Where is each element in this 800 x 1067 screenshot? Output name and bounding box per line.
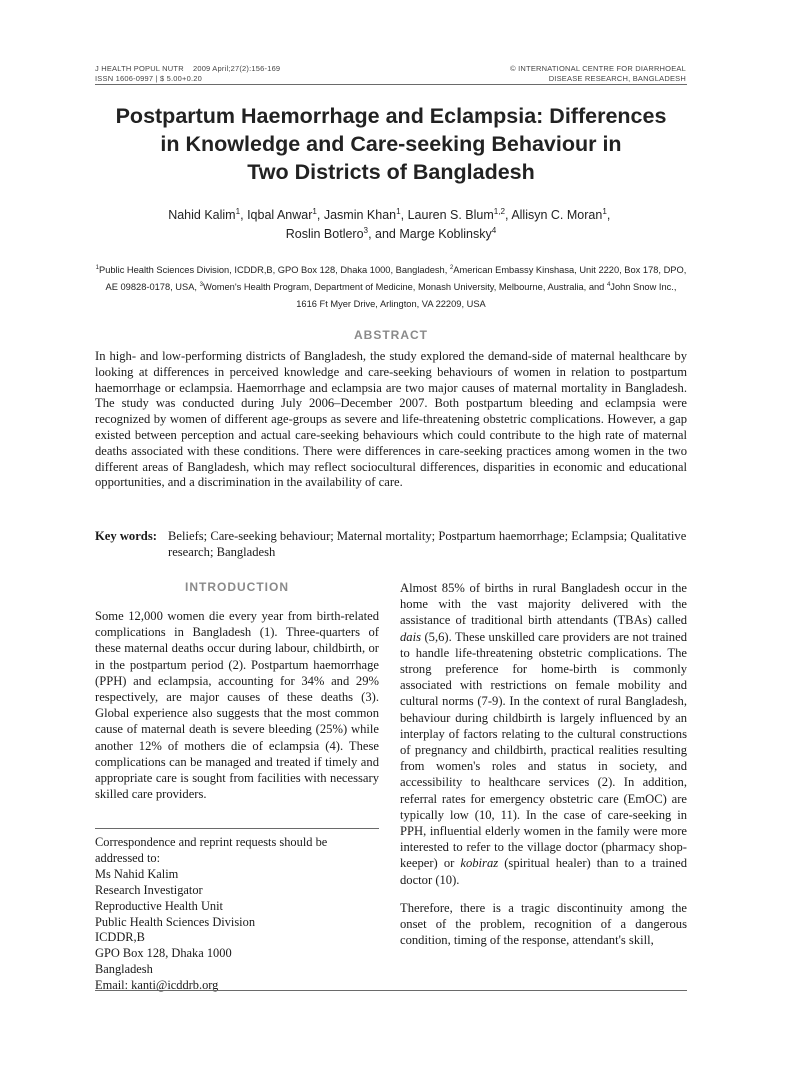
author-affil-mark: 4 [491, 225, 497, 235]
author-name: Roslin Botlero [285, 227, 364, 241]
copyright-line: © INTERNATIONAL CENTRE FOR DIARRHOEAL [510, 64, 686, 73]
author-affil-mark: 3 [363, 225, 369, 235]
author-affil-mark: 1 [396, 206, 401, 216]
correspondence-line: Bangladesh [95, 962, 153, 977]
left-column [95, 580, 379, 802]
body-paragraph: Some 12,000 women die every year from birth-related complications in Bangladesh (1). Three-quarters of these maternal deaths occur during labour, childbirth, or in the postpartum period (2). Postpartum haemorrhage (PPH) and eclampsia, accounting for 34% and 29% respectively, are major causes of these deaths (3). Global experience also suggests that the most common cause of maternal death is severe bleeding (25%) while another 12% of mothers die of eclampsia (4). These complications can be managed and treated if timely and appropriate care is sought from facilities with necessary skilled care providers. [95, 609, 379, 802]
author-name: Jasmin Khan [323, 208, 397, 222]
author-name: Allisyn C. Moran [511, 208, 603, 222]
author-line [95, 225, 687, 244]
affil-text: Public Health Sciences Division, ICDDR,B, GPO Box 128, Dhaka 1000, Bangladesh, [99, 265, 450, 275]
affil-mark: 2 [449, 264, 454, 271]
affil-mark: 3 [199, 281, 203, 288]
citation-line: J HEALTH POPUL NUTR 2009 April;27(2):156-169 [95, 64, 281, 73]
publisher-line: DISEASE RESEARCH, BANGLADESH [548, 74, 686, 83]
author-line [95, 206, 687, 225]
author-affil-mark: 1,2 [493, 206, 506, 216]
introduction-heading: INTRODUCTION [185, 580, 289, 594]
correspondence-line: Research Investigator [95, 882, 203, 897]
author-affil-mark: 1 [312, 206, 317, 216]
author-affil-mark: 1 [602, 206, 607, 216]
issn-line: ISSN 1606-0997 | $ 5.00+0.20 [95, 74, 203, 83]
author-separator: , [316, 208, 324, 222]
correspondence-line: ICDDR,B [95, 930, 145, 945]
footer-rule [95, 990, 687, 991]
author-affil-mark: 1 [235, 206, 241, 216]
abstract-heading: ABSTRACT [354, 328, 428, 342]
correspondence-line: addressed to: [95, 850, 161, 865]
paragraph-text: (5,6). These unskilled care providers are not trained to handle life-threatening obstetric complications. The strong preference for home-birth is commonly associated with restrictions on female mobility and cultural norms (7-9). In the context of rural Bangladesh, behaviour during childbirth is largely influenced by an interplay of factors relating to the cultural constructions of pregnancy and childbirth, practical realities resulting from women's roles and status in society, and accessibility to healthcare services (2). In addition, referral rates for emergency obstetric care (EmOC) are typically low (10, 11). In the case of care-seeking in PPH, influential elderly women in the family were more interested to refer to the village doctor (pharmacy shop-keeper) or [400, 629, 687, 871]
correspondence-block [95, 828, 379, 994]
author-separator: , [606, 208, 614, 222]
title-line: Two Districts of Bangladesh [247, 160, 535, 184]
correspondence-email: Email: kanti@icddrb.org [95, 978, 219, 993]
keywords [95, 529, 687, 561]
italic-term: kobiraz [460, 856, 499, 871]
title-line: Postpartum Haemorrhage and Eclampsia: Differences [115, 104, 667, 128]
affil-text: American Embassy Kinshasa, Unit 2220, Box 178, DPO, AE 09828-0178, USA, [105, 265, 687, 292]
correspondence-line: Correspondence and reprint requests should be [95, 835, 328, 849]
italic-term: dais [400, 629, 421, 644]
author-separator: , and [368, 227, 400, 241]
affil-mark: 1 [95, 264, 100, 271]
abstract-text: In high- and low-performing districts of Bangladesh, the study explored the demand-side of maternal healthcare by looking at differences in perceived knowledge and care-seeking behaviours of women in relation to postpartum haemorrhage or eclampsia. Haemorrhage and eclampsia are two major causes of maternal mortality in Bangladesh. The study was conducted during July 2006–December 2007. Both postpartum bleeding and eclampsia were recognized by women of different age-groups as severe and life-threatening obstetric complications. However, a gap existed between perception and actual care-seeking behaviours which could contribute to the high rate of maternal deaths associated with these conditions. There were differences in care-seeking practices among women in the two different areas of Bangladesh, which may reflect sociocultural differences, disparities in economic and educational opportunities, and a discrimination in the availability of care. [95, 349, 687, 490]
publisher-notice [510, 64, 686, 84]
author-separator: , [400, 208, 408, 222]
keywords-text: Beliefs; Care-seeking behaviour; Maternal mortality; Postpartum haemorrhage; Eclampsia; Qualitative research; Bangladesh [168, 529, 687, 559]
author-name: Iqbal Anwar [247, 208, 313, 222]
correspondence-line: GPO Box 128, Dhaka 1000 [95, 946, 232, 961]
author-name: Marge Koblinsky [399, 227, 492, 241]
affil-text: John Snow Inc., 1616 Ft Myer Drive, Arlington, VA 22209, USA [296, 282, 677, 309]
affil-text: Women's Health Program, Department of Medicine, Monash University, Melbourne, Australia, and [202, 282, 607, 292]
paragraph-text: Almost 85% of births in rural Bangladesh occur in the home with the vast majority delivered with the assistance of traditional birth attendants (TBAs) called [400, 581, 687, 628]
correspondence-line: Ms Nahid Kalim [95, 866, 179, 881]
body-paragraph: Therefore, there is a tragic discontinuity among the onset of the problem, recognition of a dangerous condition, timing of the response, attendant's skill, [400, 900, 687, 948]
author-separator: , [505, 208, 512, 222]
author-name: Nahid Kalim [168, 208, 236, 222]
title-line: in Knowledge and Care-seeking Behaviour in [160, 132, 622, 156]
author-list [95, 206, 687, 244]
author-separator: , [240, 208, 248, 222]
right-column [400, 580, 687, 948]
header-rule [95, 84, 687, 85]
affiliations [95, 262, 687, 313]
journal-citation [95, 64, 280, 84]
affil-mark: 4 [606, 281, 611, 288]
correspondence-line: Public Health Sciences Division [95, 914, 256, 929]
keywords-label: Key words: [95, 529, 157, 543]
paragraph-text: (spiritual healer) than to a trained doctor (10). [400, 856, 687, 887]
body-paragraph [400, 580, 687, 888]
article-title [95, 102, 687, 186]
author-name: Lauren S. Blum [407, 208, 494, 222]
correspondence-line: Reproductive Health Unit [95, 898, 224, 913]
